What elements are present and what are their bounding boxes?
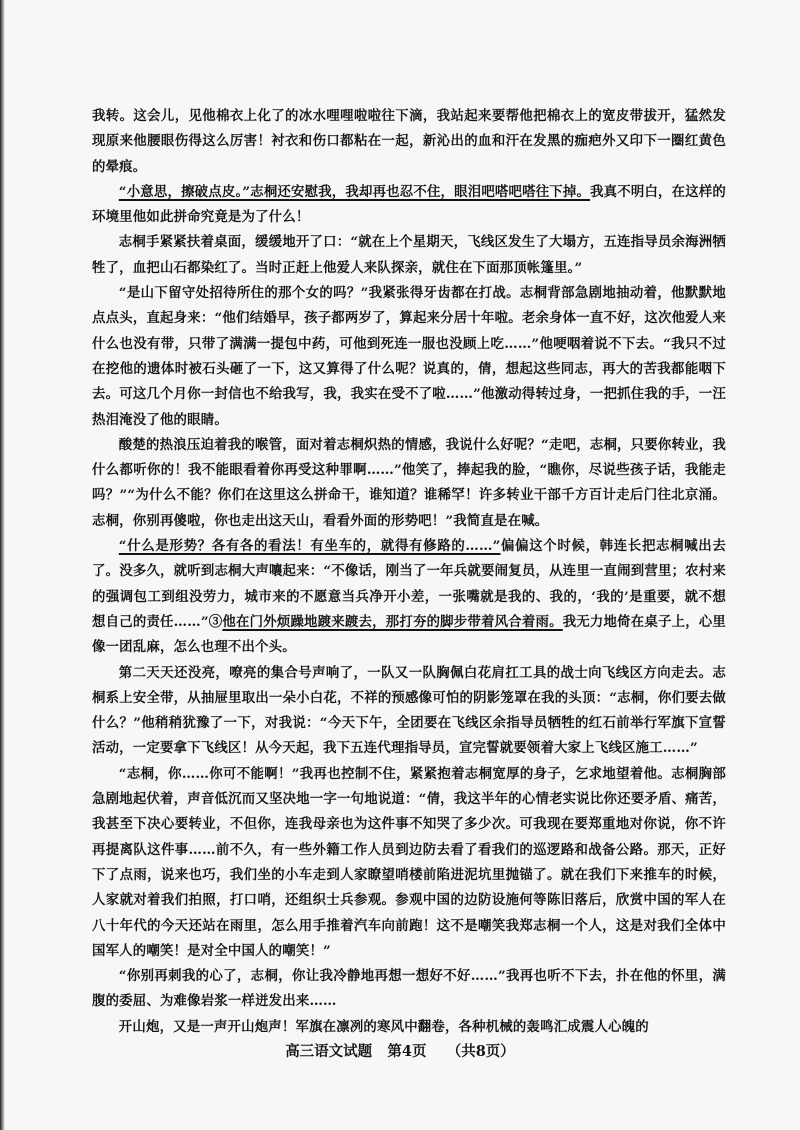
passage-paragraph	[92, 964, 726, 1015]
exam-title: 高三语文试题	[285, 1043, 373, 1060]
passage-paragraph	[92, 433, 726, 534]
passage-paragraph	[92, 281, 726, 433]
paragraph-text: 我真不明白，在这样的环境里他如此拼命究竟是为了什么！	[92, 183, 727, 226]
underlined-sentence: “什么是形势？各有各的看法！有坐车的，就得有修路的……”	[118, 538, 501, 555]
passage-paragraph	[92, 762, 726, 964]
underlined-sentence: “小意思，擦破点皮。”志桐还安慰我，我却再也忍不住，眼泪吧嗒吧嗒往下掉。	[118, 183, 591, 200]
passage-paragraph	[92, 104, 726, 180]
underlined-sentence: 他在门外烦躁地踱来踱去，那打夯的脚步带着风合着雨。	[222, 613, 563, 630]
paragraph-text: 我无力地倚在桌子上，心里像一团乱麻，怎么也理不出个头。	[92, 613, 727, 656]
page-total: （共8页）	[446, 1043, 515, 1060]
passage-paragraph	[92, 180, 726, 231]
paragraph-text: 酸楚的热浪压迫着我的喉管，面对着志桐炽热的情感，我说什么好呢？“走吧，志桐，只要你转业，我什么都听你的！我不能眼看着你再受这种罪啊……”他笑了，捧起我的脸，“瞧你，尽说些孩子话，我能走吗？”“为什么不能？你们在这里这么拼命干，谁知道？谁稀罕！许多转业干部千方百计走后门往北京涌。志桐，你别再傻啦，你也走出这天山，看看外面的形势吧！”我简直是在喊。	[92, 436, 726, 529]
paragraph-text: 第二天天还没亮，嘹亮的集合号声响了，一队又一队胸佩白花肩扛工具的战士向飞线区方向走去。志桐系上安全带，从抽屉里取出一朵小白花，不祥的预感像可怕的阴影笼罩在我的头顶：“志桐，你们要去做什么？”他稍稍犹豫了一下，对我说：“今天下午，全团要在飞线区余指导员牺牲的红石前举行军旗下宣誓活动，一定要拿下飞线区！从今天起，我下五连代理指导员，宣完誓就要领着大家上飞线区施工……”	[92, 664, 726, 757]
paragraph-text: 开山炮，又是一声开山炮声！军旗在凛冽的寒风中翻卷，各种机械的轰鸣汇成震人心魄的	[118, 1018, 649, 1035]
page-footer	[0, 1040, 800, 1061]
scan-edge	[0, 0, 5, 1130]
passage-paragraph	[92, 534, 726, 660]
paragraph-text: “你别再刺我的心了，志桐，你让我冷静地再想一想好不好……”我再也听不下去，扑在他的怀里，满腹的委屈、为难像岩浆一样迸发出来……	[92, 968, 726, 1010]
paragraph-text: 我转。这会儿，见他棉衣上化了的冰水哩哩啦啦往下滴，我站起来要帮他把棉衣上的宽皮带拔开，猛然发现原来他腰眼伤得这么厉害！衬衣和伤口都粘在一起，新沁出的血和汗在发黑的痂疤外又印下一圈红黄色的晕痕。	[92, 108, 726, 175]
page-number: 第4页	[387, 1043, 427, 1060]
paragraph-text: “是山下留守处招待所住的那个女的吗？”我紧张得牙齿都在打战。志桐背部急剧地抽动着，他默默地点点头，直起身来：“他们结婚早，孩子都两岁了，算起来分居十年啦。老余身体一直不好，这次他爱人来什么也没有带，只带了满满一提包中药，可他到死连一服也没顾上吃……”他哽咽着说不下去。“我只不过在挖他的遗体时被石头砸了一下，这又算得了什么呢？说真的，倩，想起这些同志，再大的苦我都能咽下去。可这几个月你一封信也不给我写，我，我实在受不了啦……”他激动得转过身，一把抓住我的手，一汪热泪淹没了他的眼睛。	[92, 285, 726, 428]
paragraph-text: 志桐手紧紧扶着桌面，缓缓地开了口：“就在上个星期天，飞线区发生了大塌方，五连指导员余海洲牺牲了，血把山石都染红了。当时正赶上他爱人来队探亲，就住在下面那顶帐篷里。”	[92, 234, 726, 276]
reading-passage	[92, 104, 726, 1040]
passage-paragraph	[92, 661, 726, 762]
paragraph-text: 偏偏这个时候，韩连长把志桐喊出去了。没多久，就听到志桐大声嚷起来：“不像话，刚当了一年兵就要闹复员，从连里一直闹到营里；农村来的强调包工到组没劳力，城市来的不愿意当兵净开小差，一张嘴就是我的、我的，‘我的’是重要，就不想想自己的责任……”③	[92, 538, 726, 630]
passage-paragraph	[92, 230, 726, 281]
paragraph-text: “志桐，你……你可不能啊！”我再也控制不住，紧紧抱着志桐宽厚的身子，乞求地望着他。志桐胸部急剧地起伏着，声音低沉而又坚决地一字一句地说道：“倩，我这半年的心情老实说比你还要矛盾、痛苦，我甚至下决心要转业，不但你，连我母亲也为这件事不知哭了多少次。可我现在要郑重地对你说，你不许再提离队这件事……前不久，有一些外籍工作人员到边防去看了看我们的巡逻路和战备公路。那天，正好下了点雨，说来也巧，我们坐的小车走到人家瞭望哨楼前陷进泥坑里抛锚了。就在我们下来推车的时候，人家就对着我们拍照，打口哨，还组织士兵参观。参观中国的边防设施何等陈旧落后，欣赏中国的军人在八十年代的今天还站在雨里，怎么用手推着汽车向前跑！这不是嘲笑我郑志桐一个人，这是对我们全体中国军人的嘲笑！是对全中国人的嘲笑！”	[92, 765, 726, 959]
passage-paragraph	[92, 1015, 726, 1040]
